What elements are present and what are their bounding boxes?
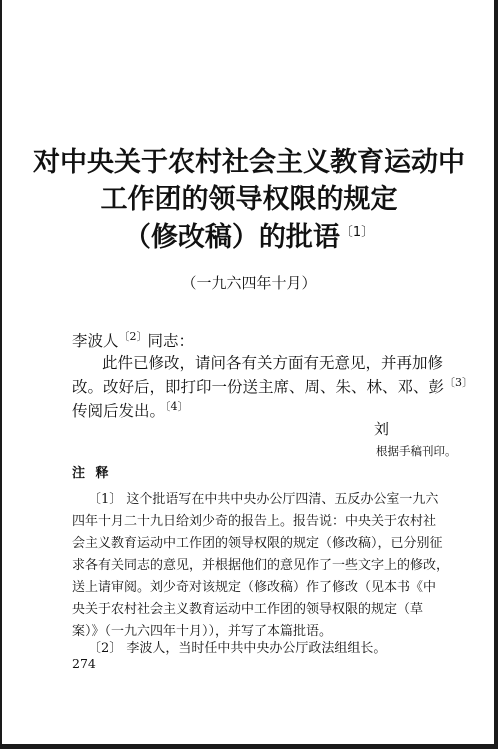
note-line: 会主义教育运动中工作团的领导权限的规定（修改稿），已分别征 xyxy=(72,536,443,551)
title-line-1: 对中央关于农村社会主义教育运动中 xyxy=(33,147,465,178)
salutation-name: 李波人 xyxy=(72,332,119,350)
body-line-3-footnote-ref: 〔4〕 xyxy=(165,399,189,413)
source-note: 根据手稿刊印。 xyxy=(376,444,457,458)
salutation xyxy=(72,329,194,351)
title-footnote-ref: 〔1〕 xyxy=(339,225,375,240)
note-line: 案）》（一九六四年十月）），并写了本篇批语。 xyxy=(72,624,333,639)
note-line: 〔1〕 这个批语写在中共中央办公厅四清、五反办公室一九六 xyxy=(88,492,439,507)
document-date: （一九六四年十月） xyxy=(181,274,317,292)
body-line-3 xyxy=(72,399,189,421)
body-line-2 xyxy=(72,375,473,397)
page-border-right xyxy=(494,0,498,749)
salutation-footnote-ref: 〔2〕 xyxy=(118,329,148,343)
note-line: 央关于农村社会主义教育运动中工作团的领导权限的规定（草 xyxy=(72,602,424,617)
salutation-tail: 同志： xyxy=(147,332,195,350)
body-line-3-text: 传阅后发出。 xyxy=(72,402,166,420)
page-number: 274 xyxy=(72,656,96,671)
page-border-left xyxy=(0,0,2,749)
page-border-bottom xyxy=(0,744,498,749)
title-line-2: 工作团的领导权限的规定 xyxy=(100,184,398,215)
body-line-2-footnote-ref: 〔3〕 xyxy=(444,375,474,389)
title-line-3 xyxy=(0,215,498,254)
note-line: 送上请审阅。刘少奇对该规定（修改稿）作了修改（见本书《中 xyxy=(72,580,437,595)
title-line-3-text: （修改稿）的批语 xyxy=(123,222,340,253)
note-line: 〔2〕 李波人，当时任中共中央办公厅政法组组长。 xyxy=(88,641,387,656)
body-line-2-text: 改。改好后，即打印一份送主席、周、朱、林、邓、彭 xyxy=(72,378,445,396)
note-line: 求各有关同志的意见，并根据他们的意见作了一些文字上的修改， xyxy=(72,558,450,573)
signature: 刘 xyxy=(374,420,390,438)
notes-heading: 注 释 xyxy=(72,466,112,481)
note-line: 四年十月二十九日给刘少奇的报告上。报告说：中央关于农村社 xyxy=(72,514,437,529)
body-line-1: 此件已修改，请问各有关方面有无意见，并再加修 xyxy=(102,354,444,372)
